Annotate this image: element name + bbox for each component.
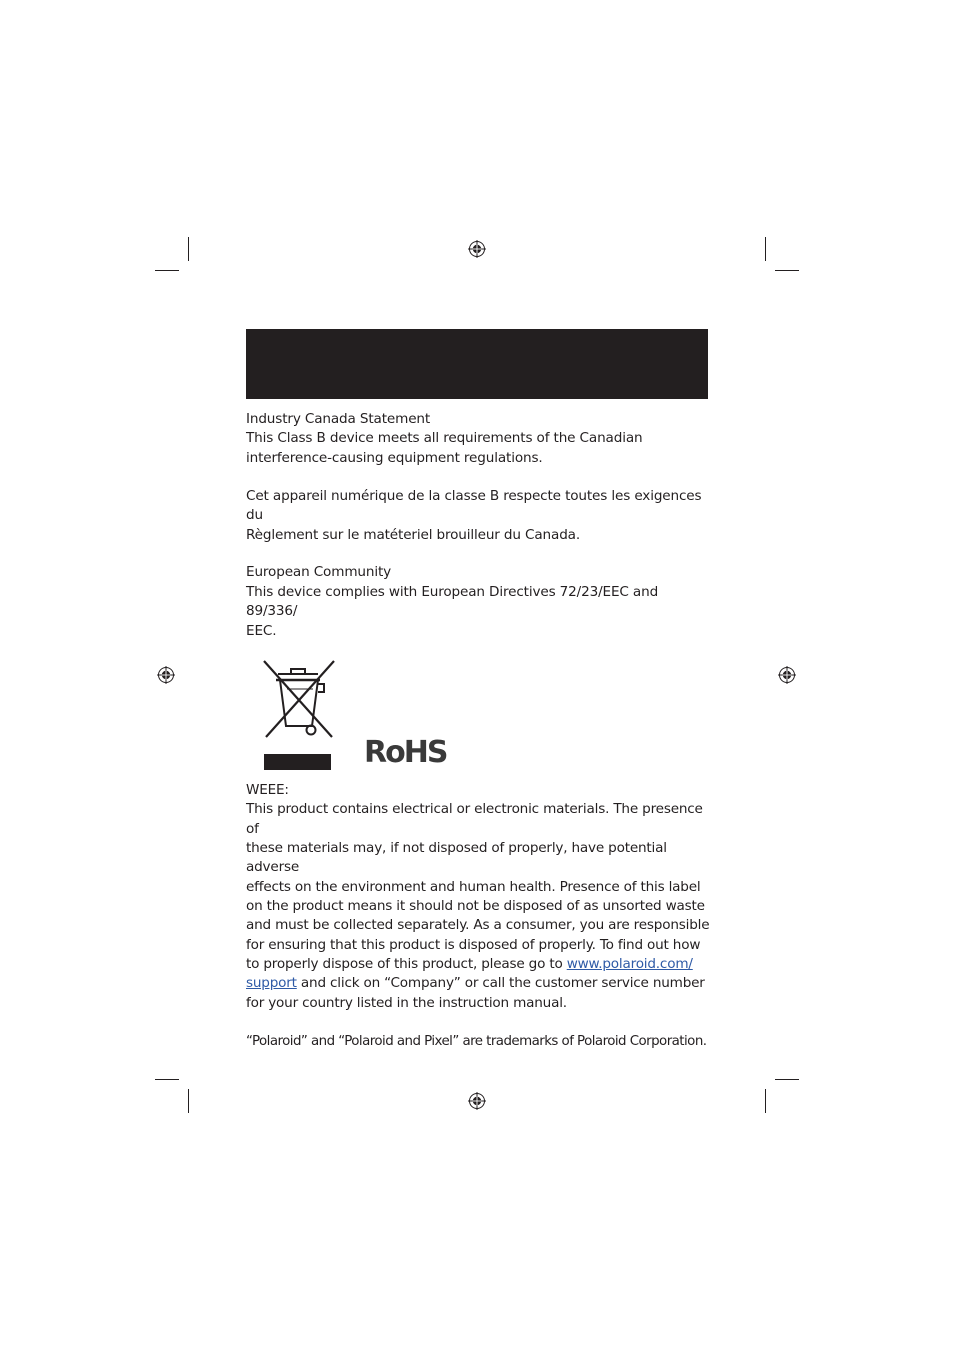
weee-heading: WEEE: — [246, 782, 289, 798]
weee-line-text: and click on “Company” or call the customer service number — [296, 975, 705, 992]
weee-line: and must be collected separately. As a consumer, you are responsible — [246, 917, 710, 934]
french-line: Règlement sur le matéteriel brouilleur du Canada. — [246, 526, 581, 543]
crop-mark — [155, 270, 179, 271]
registration-mark-icon — [468, 240, 486, 258]
weee-line: for ensuring that this product is disposed of properly. To find out how — [246, 936, 701, 953]
crossed-out-wheelie-bin-icon — [260, 656, 338, 774]
rohs-logo: RoHS — [364, 735, 447, 770]
weee-line: on the product means it should not be disposed of as unsorted waste — [246, 898, 705, 915]
regulatory-statements — [246, 410, 710, 641]
europe-heading: European Community — [246, 564, 392, 581]
weee-line: for your country listed in the instruction manual. — [246, 994, 567, 1011]
weee-line: effects on the environment and human health. Presence of this label — [246, 878, 701, 895]
registration-mark-icon — [778, 666, 796, 684]
canada-heading: Industry Canada Statement — [246, 411, 431, 427]
weee-line — [246, 974, 710, 993]
europe-line: This device complies with European Directives 72/23/EEC and 89/336/ — [246, 583, 659, 620]
trademark-notice: “Polaroid” and “Polaroid and Pixel” are trademarks of Polaroid Corporation. — [246, 1033, 707, 1049]
section-header-bar — [246, 329, 708, 399]
crop-mark — [765, 1089, 766, 1113]
weee-line: these materials may, if not disposed of properly, have potential adverse — [246, 840, 667, 876]
support-link[interactable]: support — [246, 975, 297, 992]
crop-mark — [775, 1079, 799, 1080]
crop-mark — [188, 237, 189, 261]
support-link[interactable]: www.polaroid.com/ — [566, 956, 693, 973]
canada-line: This Class B device meets all requirements of the Canadian — [246, 430, 643, 447]
canada-line: interference-causing equipment regulations. — [246, 449, 543, 466]
weee-line — [246, 955, 710, 974]
weee-line-text: to properly dispose of this product, please go to — [246, 956, 567, 973]
weee-line: This product contains electrical or electronic materials. The presence of — [246, 801, 703, 837]
crop-mark — [155, 1079, 179, 1080]
weee-section — [246, 781, 710, 1051]
crop-mark — [775, 270, 799, 271]
crop-mark — [188, 1089, 189, 1113]
crop-mark — [765, 237, 766, 261]
europe-line: EEC. — [246, 622, 277, 639]
french-line: Cet appareil numérique de la classe B respecte toutes les exigences du — [246, 487, 702, 524]
registration-mark-icon — [468, 1092, 486, 1110]
registration-mark-icon — [157, 666, 175, 684]
